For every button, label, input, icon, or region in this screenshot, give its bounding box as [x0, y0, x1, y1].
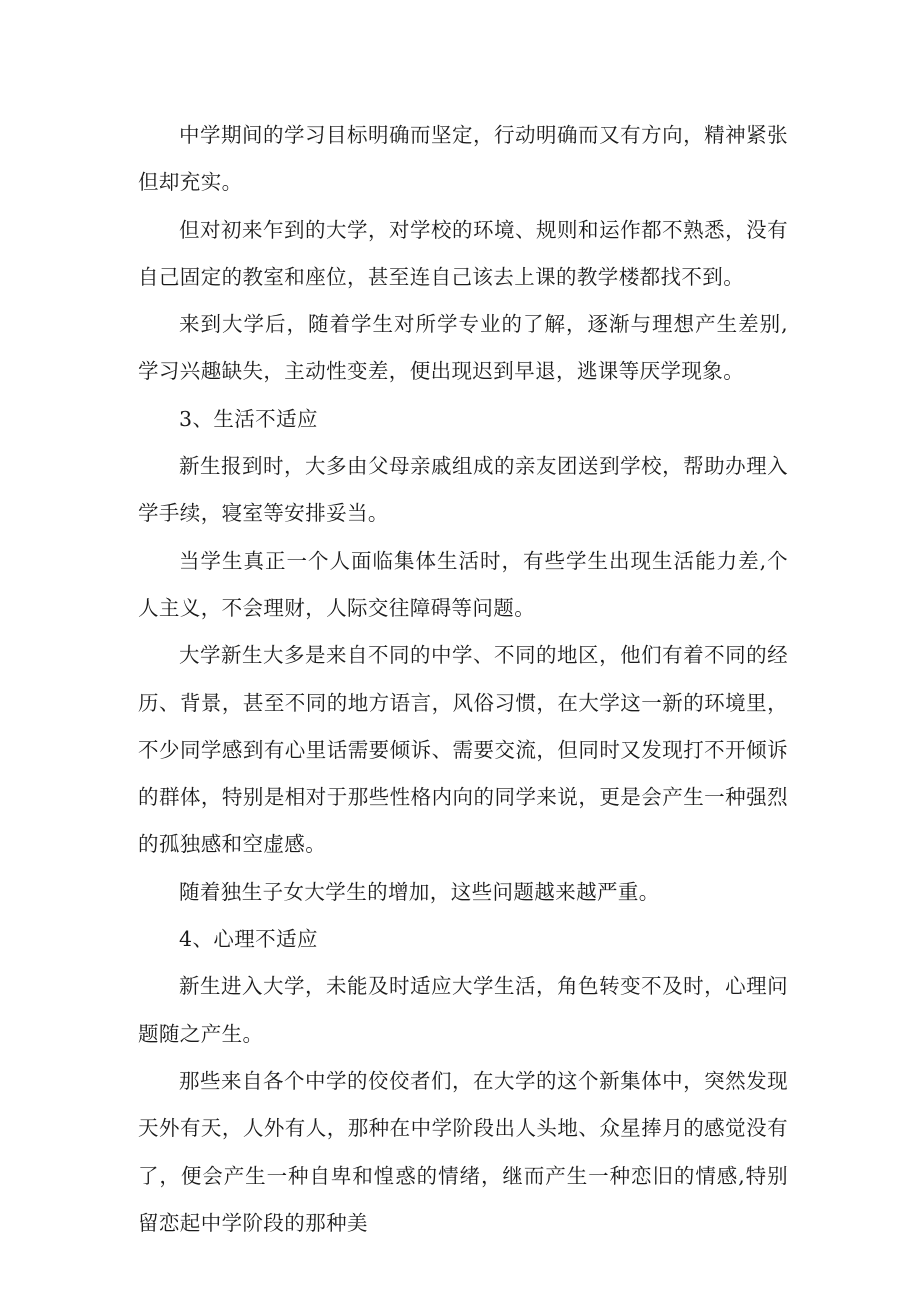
- paragraph-6: 大学新生大多是来自不同的中学、不同的地区，他们有着不同的经历、背景，甚至不同的地方语言，风俗习惯，在大学这一新的环境里，不少同学感到有心里话需要倾诉、需要交流，但同时又发现打不开倾诉的群体，特别是相对于那些性格内向的同学来说，更是会产生一种强烈的孤独感和空虚感。: [138, 643, 788, 857]
- paragraph-1: 中学期间的学习目标明确而坚定，行动明确而又有方向，精神紧张但却充实。: [138, 123, 788, 195]
- section-heading-4: 4、心理不适应: [179, 927, 318, 952]
- document-body: [138, 112, 788, 1247]
- paragraph-9: 那些来自各个中学的佼佼者们，在大学的这个新集体中，突然发现天外有天，人外有人，那种在中学阶段出人头地、众星捧月的感觉没有了，便会产生一种自卑和惶惑的情绪，继而产生一种恋旧的情感,特别留恋起中学阶段的那种美: [138, 1068, 788, 1235]
- paragraph-8: 新生进入大学，未能及时适应大学生活，角色转变不及时，心理问题随之产生。: [138, 974, 788, 1046]
- paragraph-2: 但对初来乍到的大学，对学校的环境、规则和运作都不熟悉，没有自己固定的教室和座位，甚至连自己该去上课的教学楼都找不到。: [138, 217, 788, 289]
- paragraph-7: 随着独生子女大学生的增加，这些问题越来越严重。: [179, 879, 660, 904]
- section-heading-3: 3、生活不适应: [179, 406, 318, 431]
- paragraph-3: 来到大学后，随着学生对所学专业的了解，逐渐与理想产生差别,学习兴趣缺失，主动性变差，便出现迟到早退，逃课等厌学现象。: [138, 312, 788, 384]
- paragraph-4: 新生报到时，大多由父母亲戚组成的亲友团送到学校，帮助办理入学手续，寝室等安排妥当。: [138, 454, 788, 526]
- paragraph-5: 当学生真正一个人面临集体生活时，有些学生出现生活能力差,个人主义，不会理财，人际交往障碍等问题。: [138, 548, 788, 620]
